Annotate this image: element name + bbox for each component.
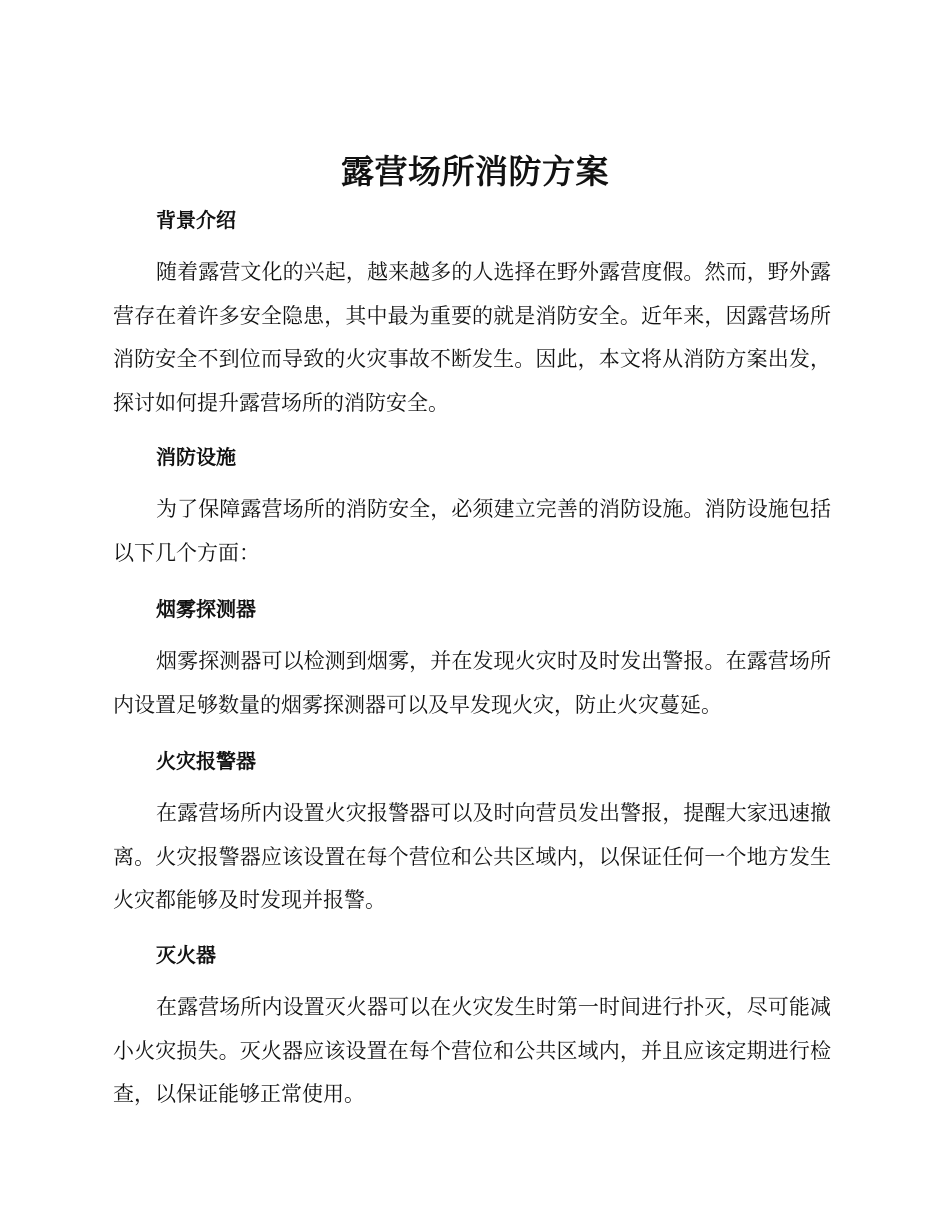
document-title: 露营场所消防方案 [341,152,609,191]
section-body-extinguisher: 在露营场所内设置灭火器可以在火灾发生时第一时间进行扑灭，尽可能减小火灾损失。灭火器应该设置在每个营位和公共区域内，并且应该定期进行检查，以保证能够正常使用。 [113,995,831,1107]
section-heading-fire-facilities: 消防设施 [156,445,236,469]
section-body-fire-facilities: 为了保障露营场所的消防安全，必须建立完善的消防设施。消防设施包括以下几个方面： [113,497,831,565]
section-heading-smoke-detector: 烟雾探测器 [156,597,256,621]
section-body-smoke-detector: 烟雾探测器可以检测到烟雾，并在发现火灾时及时发出警报。在露营场所内设置足够数量的烟雾探测器可以及早发现火灾，防止火灾蔓延。 [113,649,831,717]
section-heading-extinguisher: 灭火器 [156,943,216,967]
section-body-fire-alarm: 在露营场所内设置火灾报警器可以及时向营员发出警报，提醒大家迅速撤离。火灾报警器应该设置在每个营位和公共区域内，以保证任何一个地方发生火灾都能够及时发现并报警。 [113,801,831,913]
section-heading-background: 背景介绍 [156,208,236,232]
section-heading-fire-alarm: 火灾报警器 [156,749,256,773]
section-body-background: 随着露营文化的兴起，越来越多的人选择在野外露营度假。然而，野外露营存在着许多安全隐患，其中最为重要的就是消防安全。近年来，因露营场所消防安全不到位而导致的火灾事故不断发生。因此，本文将从消防方案出发，探讨如何提升露营场所的消防安全。 [113,260,831,416]
